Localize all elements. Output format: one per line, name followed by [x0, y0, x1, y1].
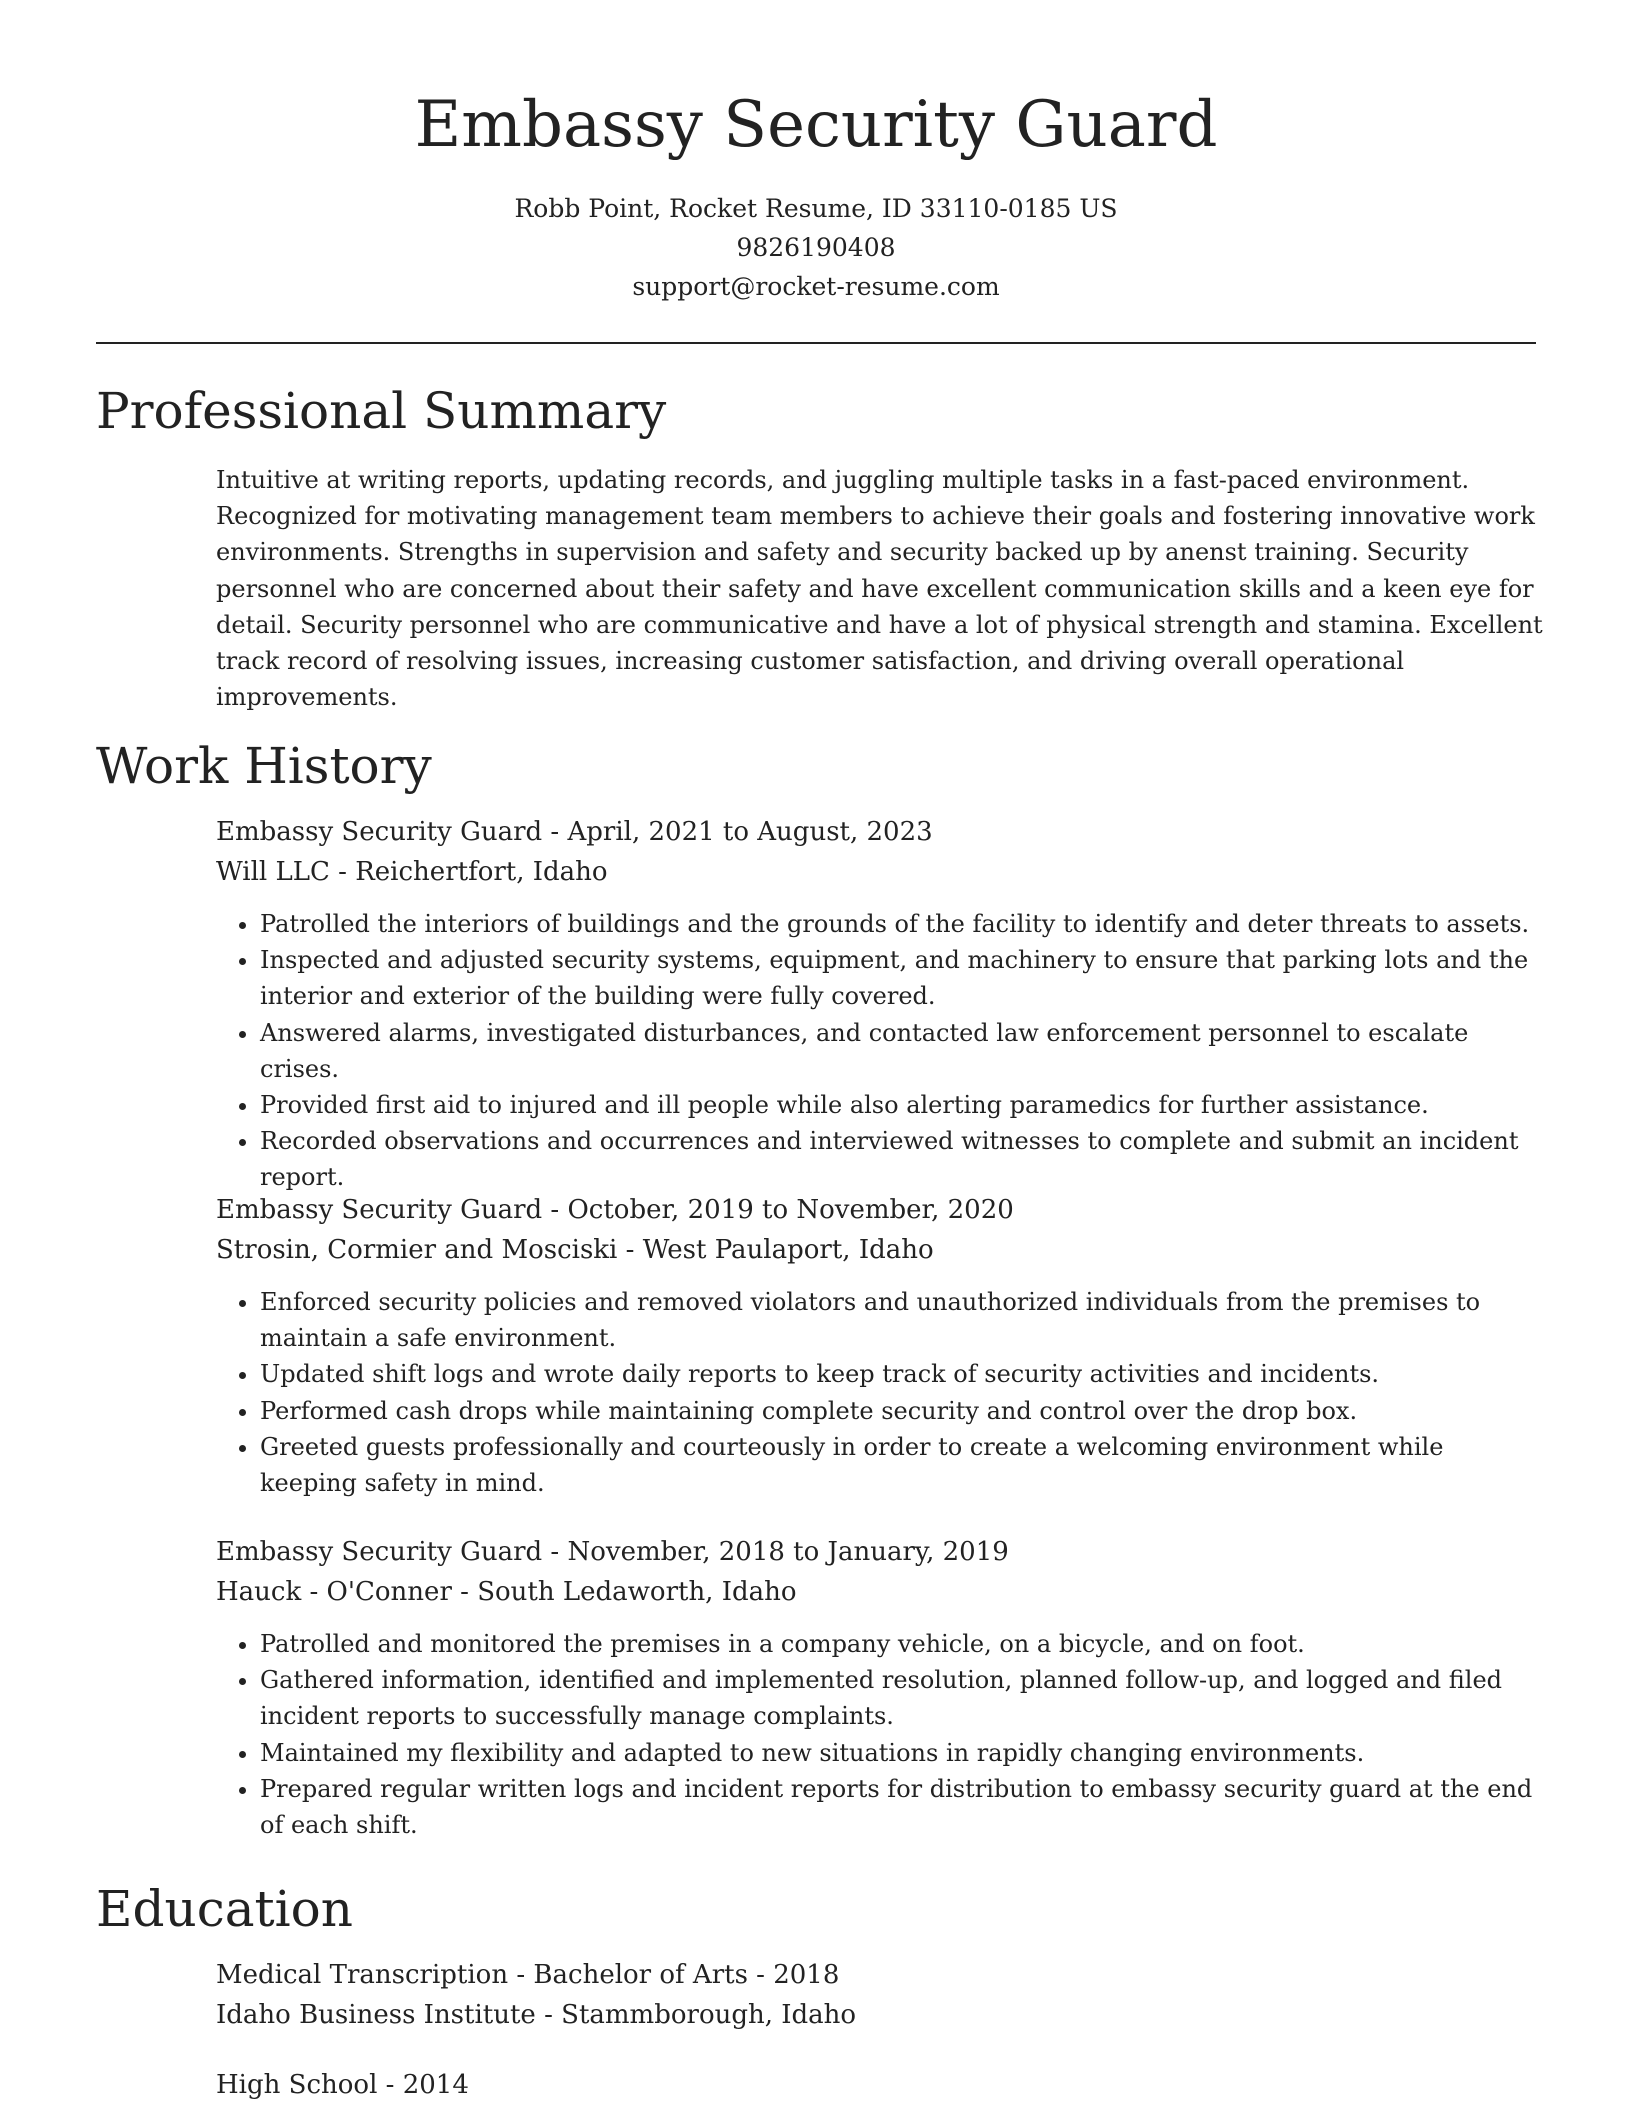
education-school: Idaho Business Institute — [216, 2000, 536, 2030]
contact-phone: 9826190408 — [736, 233, 896, 262]
job-bullet: • Gathered information, identified and implemented resolution, planned follow-up, and logged and filed incident reports to successfully manage complaints. — [260, 1662, 1546, 1734]
contact-email: support@rocket-resume.com — [632, 272, 1000, 301]
education-field: High School — [216, 2070, 378, 2100]
job-position: Embassy Security Guard — [216, 1195, 543, 1225]
work-entry — [216, 1190, 1546, 1501]
job-company: Hauck - O'Conner — [216, 1577, 452, 1607]
job-dates: - November, 2018 to January, 2019 — [542, 1537, 1009, 1567]
education-field: Medical Transcription — [216, 1960, 509, 1990]
job-title-line — [216, 1532, 1546, 1572]
job-location: - West Paulaport, Idaho — [617, 1235, 934, 1265]
job-bullet: • Provided first aid to injured and ill people while also alerting paramedics for further assistance. — [260, 1087, 1546, 1123]
education-detail: - Bachelor of Arts - 2018 — [508, 1960, 840, 1990]
job-company-line — [216, 1230, 1546, 1270]
summary-text: Intuitive at writing reports, updating records, and juggling multiple tasks in a fast-paced environment. Recognized for motivating management team members to achieve their goals and fostering innovative work environments. Strengths in supervision and safety and security backed up by anenst training. Security personnel who are concerned about their safety and have excellent communication skills and a keen eye for detail. Security personnel who are communicative and have a lot of physical strength and stamina. Excellent track record of resolving issues, increasing customer satisfaction, and driving overall operational improvements. — [216, 466, 1543, 712]
job-dates: - October, 2019 to November, 2020 — [542, 1195, 1014, 1225]
summary-section-title: Professional Summary — [96, 382, 667, 440]
job-bullet: • Performed cash drops while maintaining complete security and control over the drop box. — [260, 1393, 1546, 1429]
job-bullet-list — [216, 906, 1546, 1196]
job-bullet: • Recorded observations and occurrences and interviewed witnesses to complete and submit an incident report. — [260, 1123, 1546, 1195]
education-entry — [216, 1955, 1546, 2035]
job-company: Will LLC — [216, 857, 330, 887]
job-company: Strosin, Cormier and Mosciski — [216, 1235, 618, 1265]
job-bullet-list — [216, 1626, 1546, 1843]
contact-address: Robb Point, Rocket Resume, ID 33110-0185 US — [514, 194, 1118, 223]
education-school-line — [216, 1995, 1546, 2035]
education-location: - Stammborough, Idaho — [535, 2000, 857, 2030]
job-position: Embassy Security Guard — [216, 1537, 543, 1567]
job-bullet-list — [216, 1284, 1546, 1501]
education-entry — [216, 2065, 1546, 2105]
work-entry — [216, 812, 1546, 1196]
job-bullet: • Prepared regular written logs and incident reports for distribution to embassy security guard at the end of each shift. — [260, 1771, 1546, 1843]
job-bullet: • Answered alarms, investigated disturbances, and contacted law enforcement personnel to escalate crises. — [260, 1015, 1546, 1087]
job-bullet: • Enforced security policies and removed violators and unauthorized individuals from the premises to maintain a safe environment. — [260, 1284, 1546, 1356]
job-bullet: • Maintained my flexibility and adapted to new situations in rapidly changing environments. — [260, 1735, 1546, 1771]
job-company-line — [216, 852, 1546, 892]
work-entry — [216, 1532, 1546, 1843]
header-divider — [96, 342, 1536, 344]
job-bullet: • Greeted guests professionally and courteously in order to create a welcoming environment while keeping safety in mind. — [260, 1429, 1546, 1501]
education-section-title: Education — [96, 1880, 353, 1938]
job-dates: - April, 2021 to August, 2023 — [542, 817, 933, 847]
job-position: Embassy Security Guard — [216, 817, 543, 847]
job-bullet: • Patrolled and monitored the premises in a company vehicle, on a bicycle, and on foot. — [260, 1626, 1546, 1662]
education-detail: - 2014 — [377, 2070, 469, 2100]
education-degree-line — [216, 2065, 1546, 2105]
job-bullet: • Updated shift logs and wrote daily reports to keep track of security activities and incidents. — [260, 1356, 1546, 1392]
job-location: - South Ledaworth, Idaho — [451, 1577, 797, 1607]
work-history-section-title: Work History — [96, 737, 432, 795]
job-company-line — [216, 1572, 1546, 1612]
job-bullet: • Inspected and adjusted security systems, equipment, and machinery to ensure that parking lots and the interior and exterior of the building were fully covered. — [260, 942, 1546, 1014]
resume-name-heading: Embassy Security Guard — [414, 88, 1218, 162]
job-bullet: • Patrolled the interiors of buildings and the grounds of the facility to identify and deter threats to assets. — [260, 906, 1546, 942]
education-degree-line — [216, 1955, 1546, 1995]
job-location: - Reichertfort, Idaho — [329, 857, 608, 887]
job-title-line — [216, 812, 1546, 852]
job-title-line — [216, 1190, 1546, 1230]
